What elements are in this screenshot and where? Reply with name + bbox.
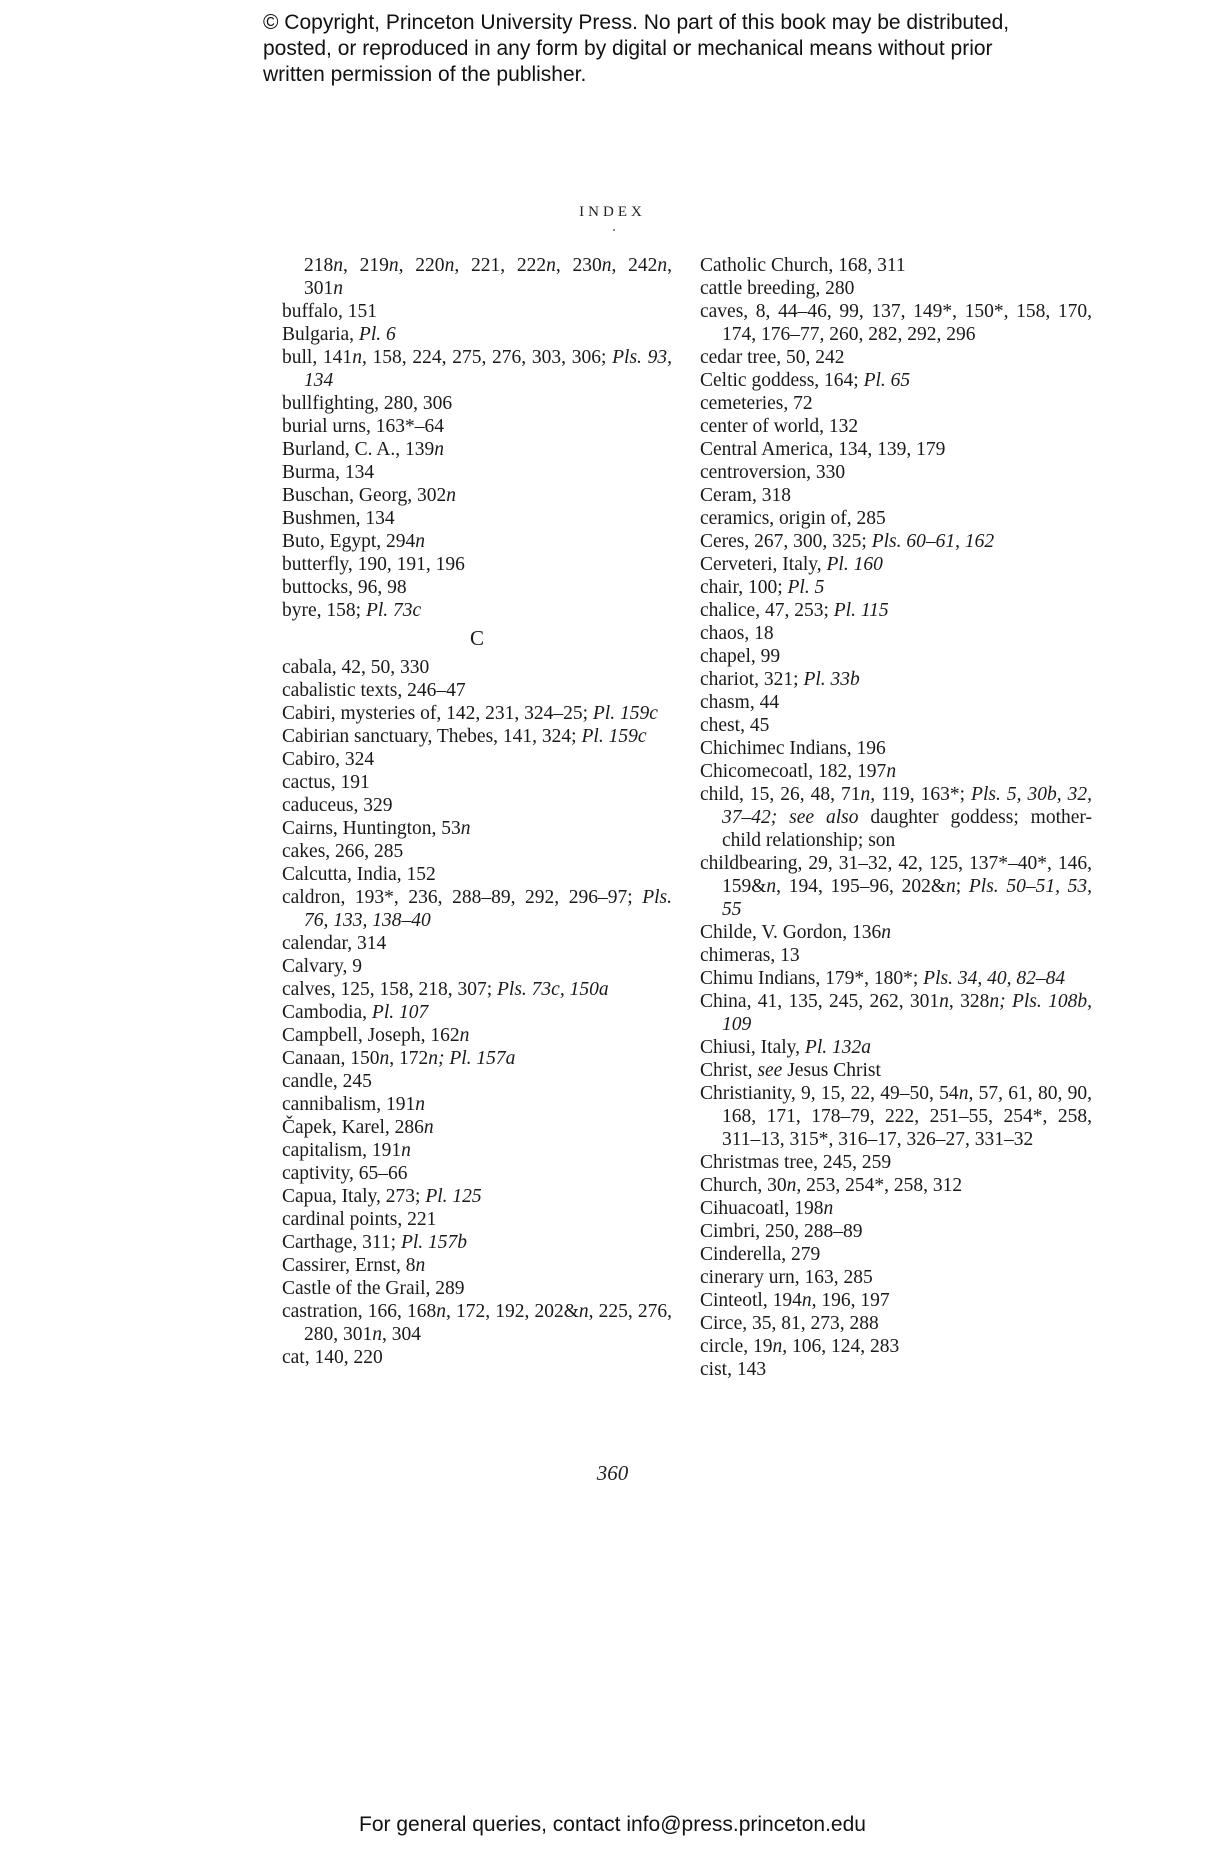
index-entry: Calvary, 9 [282, 956, 362, 977]
index-entry: Ceram, 318 [700, 485, 791, 506]
index-entry: Cimbri, 250, 288–89 [700, 1221, 863, 1242]
index-entry: chapel, 99 [700, 646, 781, 667]
index-entry: candle, 245 [282, 1071, 372, 1092]
index-entry: caldron, 193*, 236, 288–89, 292, 296–97; Pls. 76, 133, 138–40 [282, 887, 672, 931]
index-entry: Catholic Church, 168, 311 [700, 255, 906, 276]
index-entry: Christianity, 9, 15, 22, 49–50, 54n, 57, 61, 80, 90, 168, 171, 178–79, 222, 251–55, 254*, 258, 311–13, 315*, 316–17, 326–27, 331–32 [700, 1083, 1092, 1150]
index-entry: cist, 143 [700, 1359, 767, 1380]
index-entry: cedar tree, 50, 242 [700, 347, 845, 368]
index-entry: Christ, see Jesus Christ [700, 1060, 881, 1081]
index-entry: chest, 45 [700, 715, 770, 736]
index-entry: chair, 100; Pl. 5 [700, 577, 825, 598]
index-entry: Bulgaria, Pl. 6 [282, 324, 396, 345]
index-entry: Cinderella, 279 [700, 1244, 821, 1265]
index-entry: childbearing, 29, 31–32, 42, 125, 137*–40*, 146, 159&n, 194, 195–96, 202&n; Pls. 50–51, 53, 55 [700, 853, 1093, 920]
page-number: 360 [596, 1461, 629, 1485]
index-entry: Chimu Indians, 179*, 180*; Pls. 34, 40, 82–84 [700, 968, 1066, 989]
index-entry: caduceus, 329 [282, 795, 393, 816]
index-entry: cactus, 191 [282, 772, 370, 793]
index-entry: capitalism, 191n [282, 1140, 411, 1161]
index-entry: Ceres, 267, 300, 325; Pls. 60–61, 162 [700, 531, 995, 552]
index-column-left [282, 254, 672, 1369]
index-entry: Christmas tree, 245, 259 [700, 1152, 892, 1173]
index-entry: Calcutta, India, 152 [282, 864, 436, 885]
index-entry: castration, 166, 168n, 172, 192, 202&n, 225, 276, 280, 301n, 304 [282, 1301, 672, 1345]
index-entry: cinerary urn, 163, 285 [700, 1267, 873, 1288]
index-entry: cattle breeding, 280 [700, 278, 855, 299]
index-entry: Castle of the Grail, 289 [282, 1278, 465, 1299]
index-entry: Cabirian sanctuary, Thebes, 141, 324; Pl. 159c [282, 726, 647, 747]
index-entry: bullfighting, 280, 306 [282, 393, 453, 414]
index-entry: Chichimec Indians, 196 [700, 738, 886, 759]
index-entry: Chiusi, Italy, Pl. 132a [700, 1037, 871, 1058]
section-letter: C [469, 626, 484, 650]
index-entry: calves, 125, 158, 218, 307; Pls. 73c, 150a [282, 979, 609, 1000]
index-entry: Burland, C. A., 139n [282, 439, 444, 460]
ink-speck [613, 229, 615, 231]
index-entry: Church, 30n, 253, 254*, 258, 312 [700, 1175, 963, 1196]
index-entry: Canaan, 150n, 172n; Pl. 157a [282, 1048, 516, 1069]
index-entry: Chicomecoatl, 182, 197n [700, 761, 897, 782]
index-entry: chimeras, 13 [700, 945, 800, 966]
index-entry: centroversion, 330 [700, 462, 846, 483]
index-entry: buttocks, 96, 98 [282, 577, 407, 598]
index-entry: cemeteries, 72 [700, 393, 813, 414]
index-entry: cakes, 266, 285 [282, 841, 404, 862]
index-entry: Cabiro, 324 [282, 749, 375, 770]
index-entry: Buto, Egypt, 294n [282, 531, 426, 552]
index-entry: caves, 8, 44–46, 99, 137, 149*, 150*, 158, 170, 174, 176–77, 260, 282, 292, 296 [700, 301, 1092, 345]
index-column-right [700, 254, 1092, 1381]
footer-contact: For general queries, contact info@press.princeton.edu [359, 1813, 866, 1836]
index-entry: Burma, 134 [282, 462, 375, 483]
index-entry: chaos, 18 [700, 623, 774, 644]
index-entry: chariot, 321; Pl. 33b [700, 669, 860, 690]
index-entry: Cabiri, mysteries of, 142, 231, 324–25; Pl. 159c [282, 703, 658, 724]
index-entry: Cerveteri, Italy, Pl. 160 [700, 554, 883, 575]
index-entry: buffalo, 151 [282, 301, 377, 322]
index-entry: child, 15, 26, 48, 71n, 119, 163*; Pls. 5, 30b, 32, 37–42; see also daughter goddess; mother-child relationship; son [700, 784, 1092, 851]
index-entry: Cambodia, Pl. 107 [282, 1002, 429, 1023]
index-entry: chasm, 44 [700, 692, 780, 713]
index-entry: Čapek, Karel, 286n [282, 1117, 434, 1138]
copyright-notice: © Copyright, Princeton University Press. No part of this book may be distributed, posted, or reproduced in any form by digital or mechanical means without prior written permission of the publisher. [263, 11, 1010, 86]
index-entry: bull, 141n, 158, 224, 275, 276, 303, 306; Pls. 93, 134 [282, 347, 673, 391]
page-title: INDEX [579, 204, 646, 220]
index-entry-continuation: 218n, 219n, 220n, 221, 222n, 230n, 242n, 301n [304, 255, 673, 299]
index-entry: Childe, V. Gordon, 136n [700, 922, 892, 943]
index-entry: cannibalism, 191n [282, 1094, 425, 1115]
index-entry: Cinteotl, 194n, 196, 197 [700, 1290, 890, 1311]
index-entry: Campbell, Joseph, 162n [282, 1025, 470, 1046]
index-entry: captivity, 65–66 [282, 1163, 408, 1184]
index-entry: Buschan, Georg, 302n [282, 485, 457, 506]
index-entry: ceramics, origin of, 285 [700, 508, 886, 529]
index-entry: Cihuacoatl, 198n [700, 1198, 834, 1219]
index-entry: calendar, 314 [282, 933, 387, 954]
index-entry: circle, 19n, 106, 124, 283 [700, 1336, 900, 1357]
index-entry: cabala, 42, 50, 330 [282, 657, 430, 678]
index-entry: cat, 140, 220 [282, 1347, 383, 1368]
index-entry: cardinal points, 221 [282, 1209, 437, 1230]
index-entry: Central America, 134, 139, 179 [700, 439, 946, 460]
index-entry: butterfly, 190, 191, 196 [282, 554, 465, 575]
index-entry: Circe, 35, 81, 273, 288 [700, 1313, 879, 1334]
index-entry: Cassirer, Ernst, 8n [282, 1255, 426, 1276]
index-entry: chalice, 47, 253; Pl. 115 [700, 600, 889, 621]
index-entry: Cairns, Huntington, 53n [282, 818, 471, 839]
index-entry: burial urns, 163*–64 [282, 416, 444, 437]
index-entry: byre, 158; Pl. 73c [282, 600, 422, 621]
index-entry: cabalistic texts, 246–47 [282, 680, 466, 701]
index-entry: Carthage, 311; Pl. 157b [282, 1232, 468, 1253]
index-entry: China, 41, 135, 245, 262, 301n, 328n; Pls. 108b, 109 [700, 991, 1092, 1035]
index-entry: Celtic goddess, 164; Pl. 65 [700, 370, 911, 391]
index-entry: Bushmen, 134 [282, 508, 395, 529]
index-entry: Capua, Italy, 273; Pl. 125 [282, 1186, 482, 1207]
index-entry: center of world, 132 [700, 416, 859, 437]
